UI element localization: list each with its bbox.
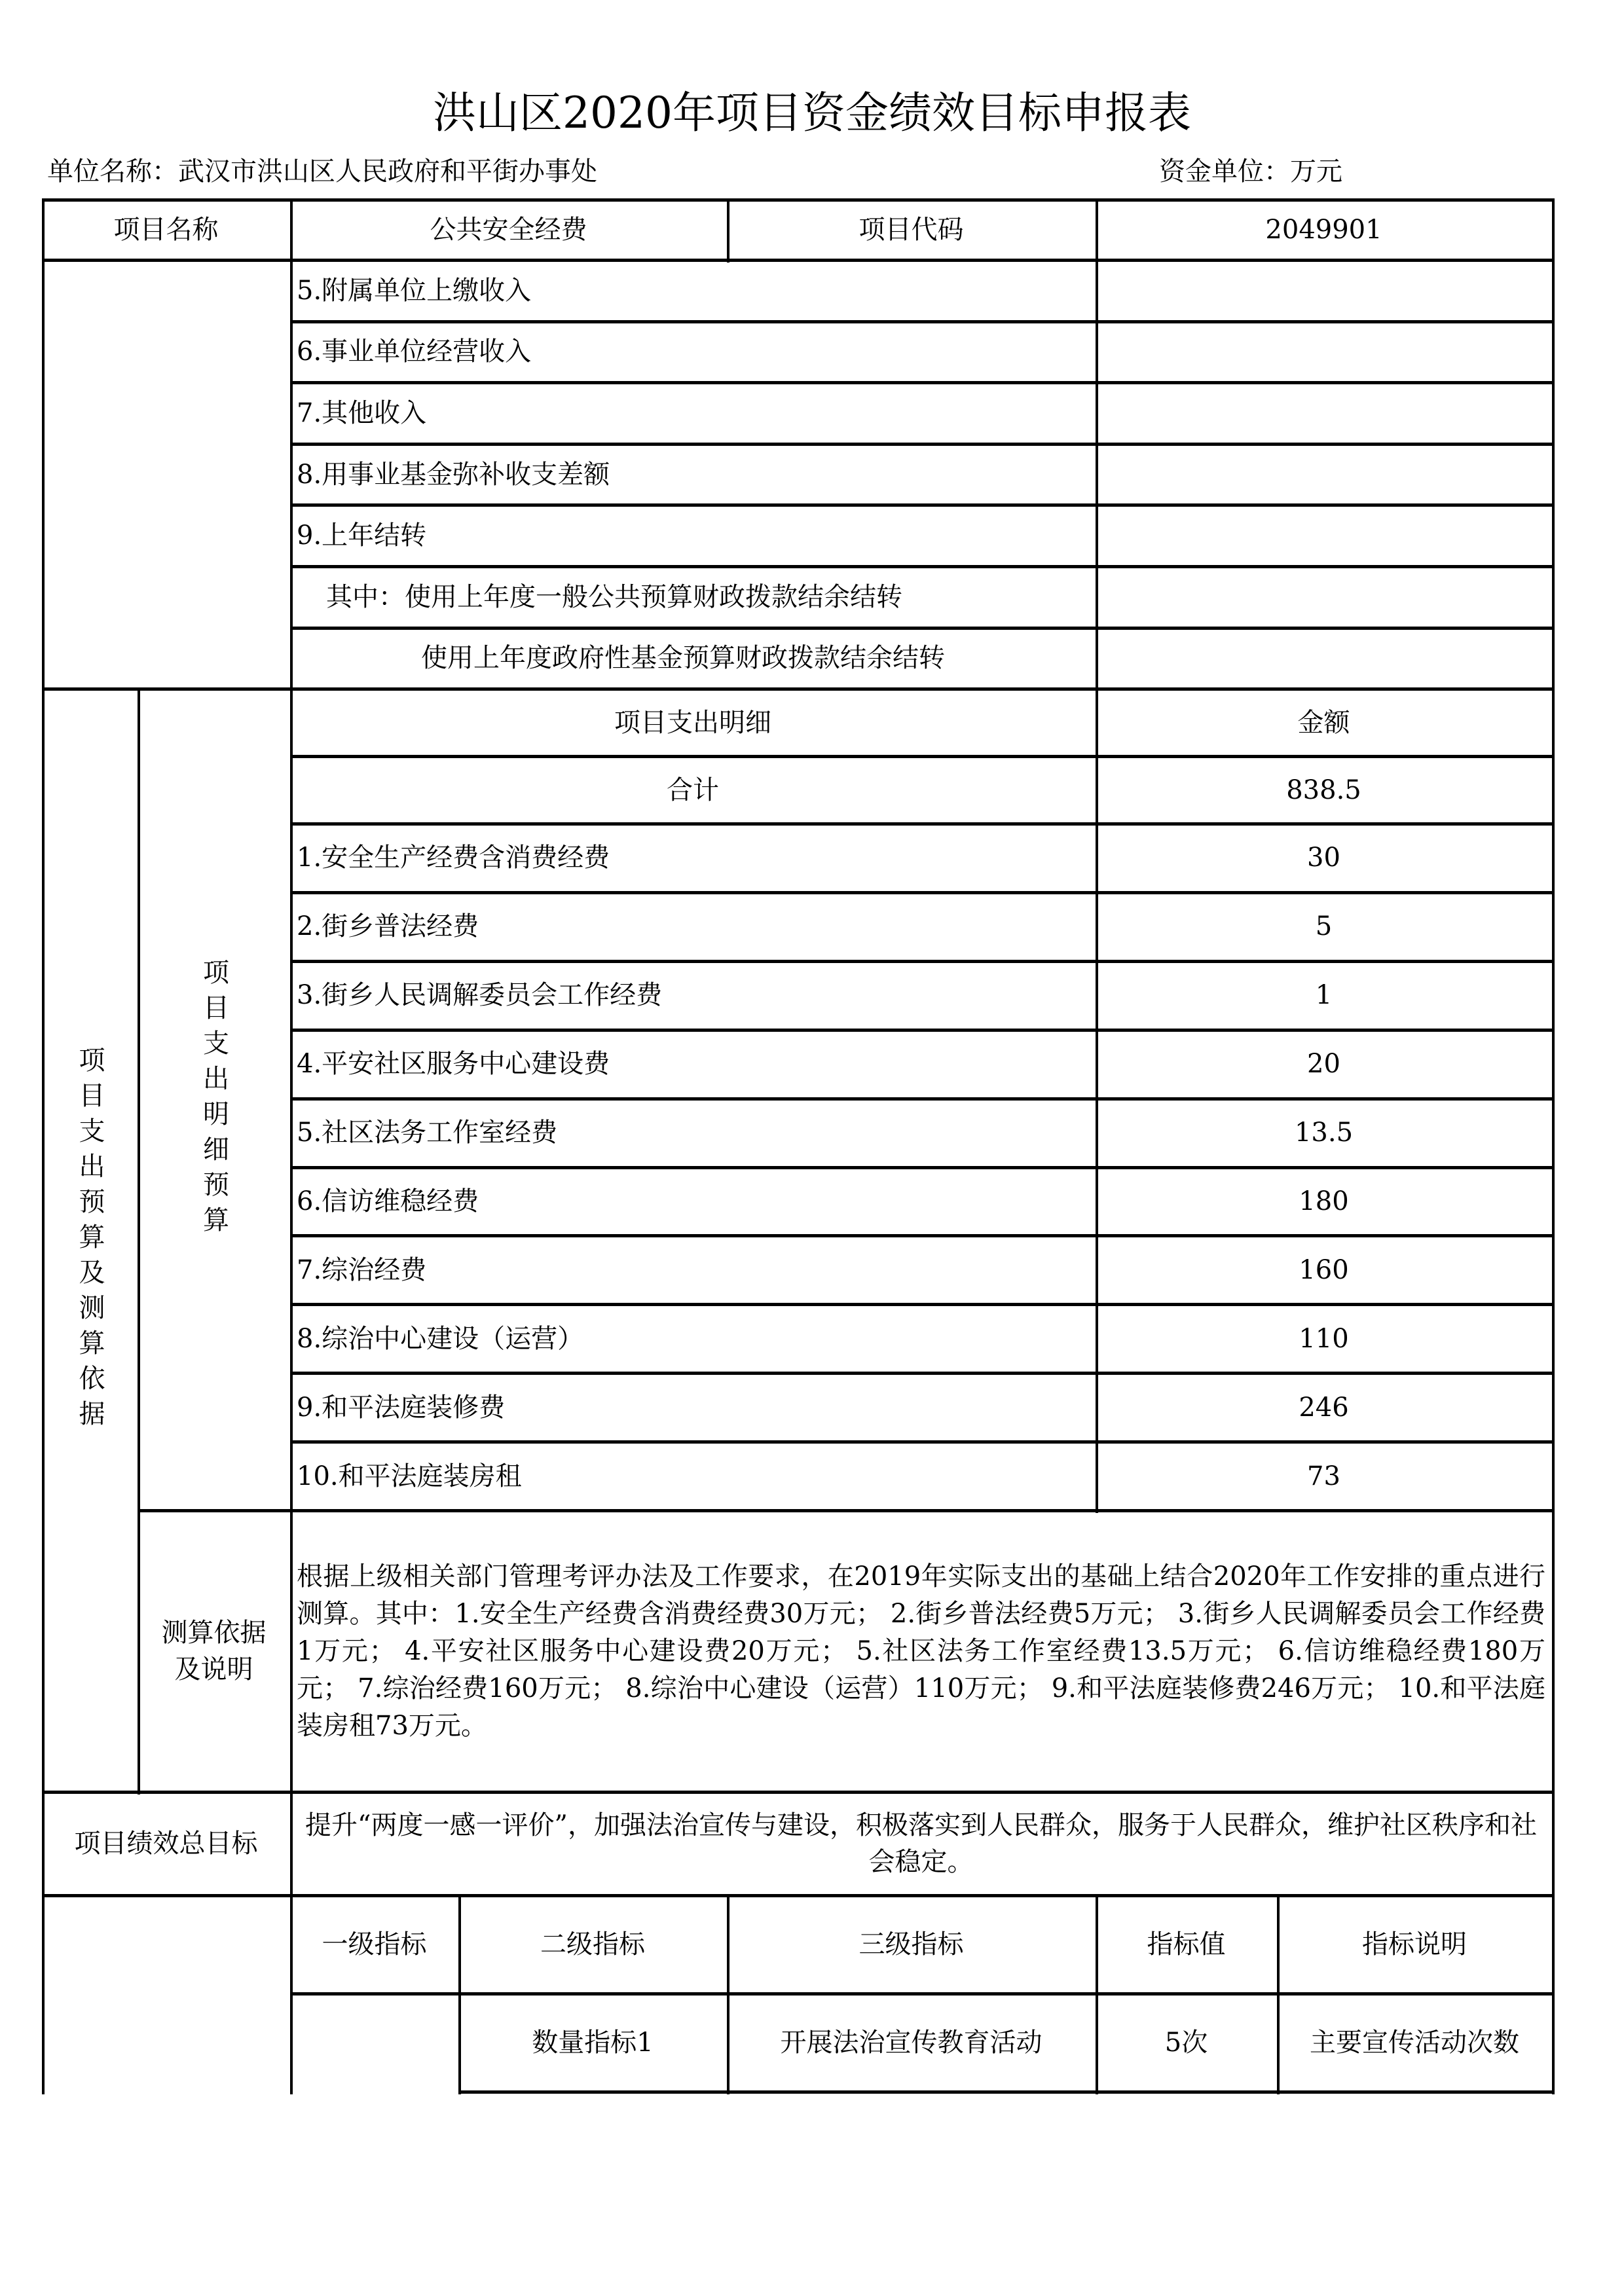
grid-line-h [138, 1509, 1555, 1512]
income-row-label: 使用上年度政府性基金预算财政拨款结余结转 [421, 643, 945, 674]
goal-label: 项目绩效总目标 [74, 1829, 258, 1859]
grid-line-v [42, 198, 45, 2094]
grid-line-h [290, 822, 1555, 826]
expenditure-item-label: 10.和平法庭装房租 [297, 1461, 522, 1491]
indicator-header-value: 指标值 [1147, 1929, 1226, 1959]
grid-line-v [290, 198, 293, 2094]
grid-line-h [290, 1992, 1555, 1995]
income-row-value [1096, 566, 1552, 628]
grid-line-h [290, 443, 1555, 446]
basis-cell [290, 1510, 1552, 1792]
grid-line-h [290, 1372, 1555, 1375]
grid-line-v [1096, 1895, 1098, 2094]
expenditure-section-text: 项目支出预算及测算依据 [75, 1046, 105, 1435]
expenditure-item-value: 110 [1299, 1323, 1349, 1354]
total-label: 合计 [667, 774, 719, 805]
grid-line-h [290, 1303, 1555, 1306]
expenditure-item-value: 73 [1307, 1461, 1340, 1491]
basis-text: 根据上级相关部门管理考评办法及工作要求，在2019年实际支出的基础上结合2020年工作安排的重点进行测算。其中：1.安全生产经费含消费经费30万元； 2.街乡普法经费5万元； 3.街乡人民调解委员会工作经费1万元； 4.平安社区服务中心建设费20万元； 5.社区法务工作室经费13.5万元； 6.信访维稳经费180万元； 7.综治经费160万元； 8.综治中心建设（运营）110万元； 9.和平法庭装修费246万元； 10.和平法庭装房租73万元。 [297, 1561, 1545, 1741]
grid-line-v [727, 198, 729, 263]
expenditure-item-value: 160 [1299, 1254, 1349, 1285]
income-row-value [1096, 260, 1552, 321]
indicator-level1 [290, 1994, 458, 2092]
income-row-value [1096, 505, 1552, 566]
income-row-label: 5.附属单位上缴收入 [297, 275, 532, 306]
goal-text: 提升“两度一感一评价”，加强法治宣传与建设，积极落实到人民群众，服务于人民群众，维护社区秩序和社会稳定。 [305, 1810, 1537, 1877]
income-row-label: 9.上年结转 [297, 520, 427, 551]
indicator-header-level1: 一级指标 [322, 1929, 427, 1959]
indicator-value: 5次 [1164, 2028, 1208, 2058]
grid-line-v [138, 689, 140, 1795]
expenditure-item-value: 180 [1299, 1186, 1349, 1216]
grid-line-h [290, 320, 1555, 323]
grid-line-h [42, 259, 1555, 262]
fund-unit: 资金单位：万元 [1159, 156, 1342, 187]
grid-line-h [290, 755, 1555, 758]
grid-line-h [290, 565, 1555, 568]
col-header-amount: 金额 [1297, 707, 1350, 738]
grid-line-v [1096, 198, 1098, 1513]
unit-name: 单位名称：武汉市洪山区人民政府和平街办事处 [47, 156, 597, 187]
grid-line-h [290, 627, 1555, 630]
indicator-level3: 开展法治宣传教育活动 [780, 2028, 1043, 2058]
grid-line-v [1277, 1895, 1280, 2094]
grid-line-h [42, 1791, 1555, 1794]
expenditure-item-value: 20 [1307, 1049, 1340, 1080]
grid-line-h [290, 381, 1555, 384]
expenditure-item-label: 4.平安社区服务中心建设费 [297, 1049, 610, 1080]
total-value: 838.5 [1286, 774, 1361, 805]
grid-line-v [727, 1895, 729, 2094]
grid-line-h [290, 1234, 1555, 1237]
col-header-item: 项目支出明细 [614, 707, 771, 738]
expenditure-item-label: 3.街乡人民调解委员会工作经费 [297, 980, 663, 1011]
grid-line-h [458, 2090, 1555, 2094]
project-code-value: 2049901 [1265, 215, 1382, 245]
income-row-label: 8.用事业基金弥补收支差额 [297, 459, 610, 490]
income-row-value [1096, 382, 1552, 444]
expenditure-item-value: 5 [1315, 911, 1333, 942]
indicator-header-level2: 二级指标 [540, 1929, 645, 1959]
grid-line-h [290, 891, 1555, 894]
indicator-level2: 数量指标1 [532, 2028, 654, 2058]
expenditure-section-label [42, 689, 138, 1792]
grid-line-h [42, 198, 1555, 202]
income-row-value [1096, 628, 1552, 689]
expenditure-item-label: 2.街乡普法经费 [297, 911, 479, 942]
grid-line-h [42, 687, 1555, 691]
expenditure-item-value: 1 [1315, 980, 1333, 1011]
expenditure-item-label: 1.安全生产经费含消费经费 [297, 843, 610, 873]
expenditure-item-label: 5.社区法务工作室经费 [297, 1118, 558, 1148]
grid-line-h [42, 1894, 1555, 1897]
indicator-header-note: 指标说明 [1362, 1929, 1467, 1959]
project-name-label: 项目名称 [113, 215, 219, 245]
expenditure-item-value: 13.5 [1294, 1118, 1354, 1148]
expenditure-item-label: 6.信访维稳经费 [297, 1186, 479, 1216]
grid-line-h [290, 1440, 1555, 1444]
grid-line-v [458, 1895, 461, 2094]
grid-line-h [290, 1029, 1555, 1032]
expenditure-item-value: 30 [1307, 843, 1340, 873]
project-name-value: 公共安全经费 [430, 215, 587, 245]
expenditure-item-label: 9.和平法庭装修费 [297, 1392, 506, 1423]
indicator-header-level3: 三级指标 [858, 1929, 964, 1959]
indicator-note: 主要宣传活动次数 [1310, 2028, 1519, 2058]
grid-line-v [1552, 198, 1555, 2094]
income-row-label: 7.其他收入 [297, 397, 427, 428]
income-row-value [1096, 321, 1552, 383]
expenditure-item-label: 7.综治经费 [297, 1254, 427, 1285]
grid-line-h [290, 1097, 1555, 1101]
grid-line-h [290, 960, 1555, 963]
basis-label: 测算依据及说明 [161, 1618, 267, 1685]
project-code-label: 项目代码 [858, 215, 964, 245]
grid-line-h [290, 1166, 1555, 1169]
expenditure-item-label: 8.综治中心建设（运营） [297, 1323, 584, 1354]
income-row-label: 6.事业单位经营收入 [297, 337, 532, 367]
expenditure-sub-text: 项目支出明细预算 [198, 958, 229, 1241]
page-title: 洪山区2020年项目资金绩效目标申报表 [433, 88, 1191, 138]
expenditure-item-value: 246 [1299, 1392, 1349, 1423]
income-row-label: 其中：使用上年度一般公共预算财政拨款结余结转 [326, 581, 902, 612]
grid-line-h [290, 503, 1555, 507]
expenditure-sub-label [138, 689, 290, 1510]
income-row-value [1096, 444, 1552, 505]
